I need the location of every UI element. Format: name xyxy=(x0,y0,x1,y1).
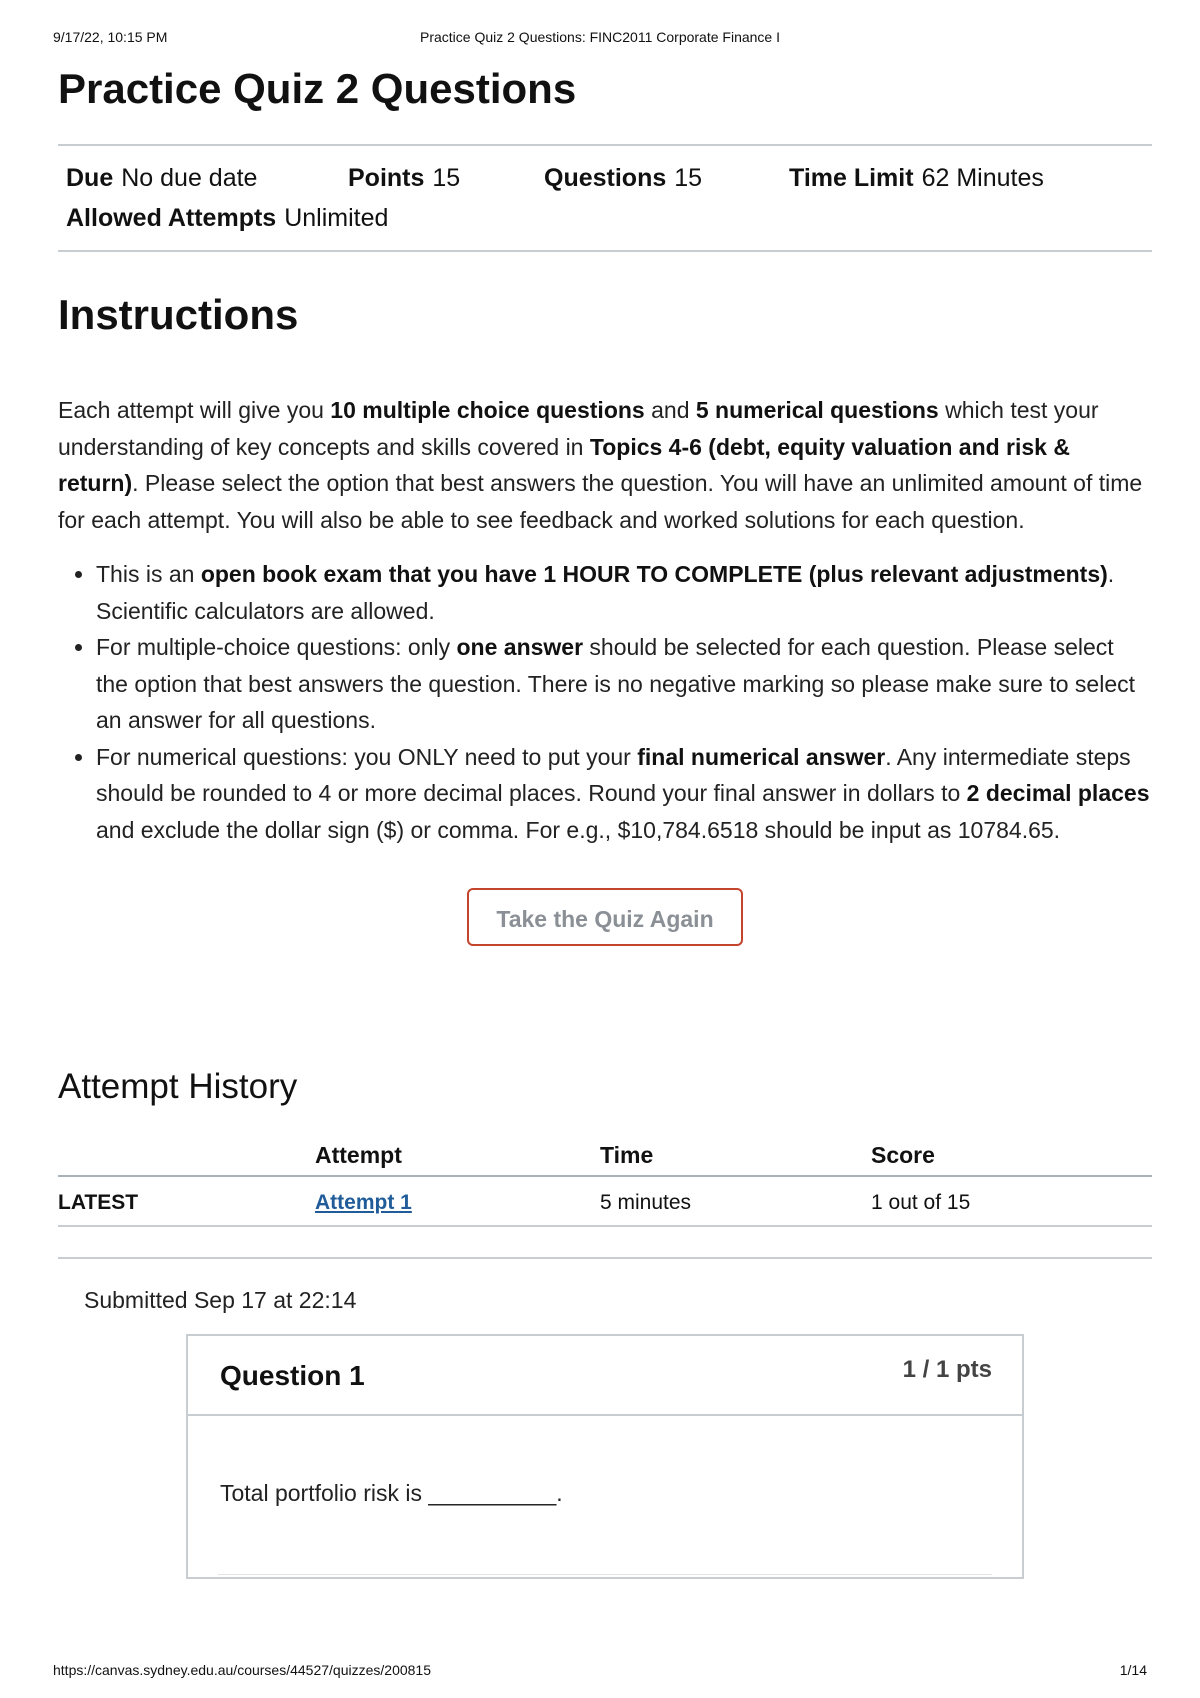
instructions-paragraph xyxy=(58,392,1152,538)
meta-questions xyxy=(544,158,789,198)
print-url: https://canvas.sydney.edu.au/courses/44527/quizzes/200815 xyxy=(53,1662,431,1678)
instr-text: which test your understanding of key concepts and skills covered in xyxy=(58,397,1099,460)
meta-time-limit-label: Time Limit xyxy=(789,164,914,192)
latest-label: LATEST xyxy=(58,1176,315,1226)
question-card xyxy=(186,1334,1024,1579)
instr-text: and exclude the dollar sign ($) or comma. For e.g., $10,784.6518 should be input as 10784.65. xyxy=(96,816,1061,843)
instr-bold: one answer xyxy=(456,634,584,660)
column-header-blank xyxy=(58,1134,315,1176)
meta-questions-label: Questions xyxy=(544,164,667,192)
meta-allowed-attempts xyxy=(66,198,388,238)
attempt-history-heading: Attempt History xyxy=(58,1067,298,1106)
instr-bold: open book exam that you have 1 HOUR TO COMPLETE (plus relevant adjustments) xyxy=(200,561,1108,587)
question-divider xyxy=(218,1574,992,1575)
instructions-list-item xyxy=(96,629,1152,739)
instructions-list-item xyxy=(96,556,1152,629)
meta-time-limit xyxy=(789,158,1044,198)
quiz-meta-row-1 xyxy=(66,158,1152,198)
column-header-score: Score xyxy=(871,1134,1152,1176)
column-header-time: Time xyxy=(600,1134,871,1176)
time-cell: 5 minutes xyxy=(600,1176,871,1226)
meta-time-limit-value: 62 Minutes xyxy=(921,164,1044,192)
instructions-list xyxy=(58,556,1152,848)
meta-attempts-value: Unlimited xyxy=(284,204,389,232)
meta-points xyxy=(348,158,544,198)
print-footer xyxy=(53,1662,1147,1678)
question-text: Total portfolio risk is __________. xyxy=(220,1480,563,1506)
instr-text: For numerical questions: you ONLY need to put your xyxy=(96,743,638,770)
meta-due-value: No due date xyxy=(121,164,258,192)
instr-text: For multiple-choice questions: only xyxy=(96,634,457,660)
instructions-heading: Instructions xyxy=(58,291,299,338)
meta-points-value: 15 xyxy=(432,164,461,192)
column-header-attempt: Attempt xyxy=(315,1134,600,1176)
quiz-meta-row-2 xyxy=(66,198,1152,238)
instr-text: and xyxy=(644,397,696,423)
submitted-timestamp: Submitted Sep 17 at 22:14 xyxy=(84,1287,357,1313)
attempt-history-table xyxy=(58,1134,1152,1227)
question-points: 1 / 1 pts xyxy=(902,1356,992,1383)
meta-attempts-label: Allowed Attempts xyxy=(66,204,277,232)
print-page-number: 1/14 xyxy=(1119,1662,1147,1678)
instr-bold: Topics 4-6 (debt, equity valuation and risk & return) xyxy=(58,433,1070,496)
meta-due xyxy=(66,158,348,198)
attempt-cell xyxy=(315,1176,600,1226)
take-again-wrapper xyxy=(58,888,1152,946)
attempt-1-link[interactable]: Attempt 1 xyxy=(315,1191,412,1214)
instructions-list-item xyxy=(96,739,1152,849)
question-title: Question 1 xyxy=(220,1360,365,1391)
main-content xyxy=(58,60,1152,1579)
table-header-row xyxy=(58,1134,1152,1176)
table-row xyxy=(58,1176,1152,1226)
meta-questions-value: 15 xyxy=(674,164,703,192)
quiz-title: Practice Quiz 2 Questions xyxy=(58,65,577,112)
section-divider xyxy=(58,1257,1152,1259)
instr-text: should be selected for each question. Please select the option that best answers the question. There is no negative marking so please make sure to select an answer for all questions. xyxy=(96,634,1136,733)
meta-due-label: Due xyxy=(66,164,114,192)
instr-text: This is an xyxy=(96,561,201,587)
meta-points-label: Points xyxy=(348,164,425,192)
question-header xyxy=(188,1336,1022,1416)
instr-bold: final numerical answer xyxy=(637,743,886,770)
score-cell: 1 out of 15 xyxy=(871,1176,1152,1226)
print-datetime: 9/17/22, 10:15 PM xyxy=(53,29,168,45)
instr-bold: 10 multiple choice questions xyxy=(330,397,645,423)
instr-text: Each attempt will give you xyxy=(58,397,331,423)
quiz-meta xyxy=(58,144,1152,252)
instr-text: . Please select the option that best answers the question. You will have an unlimited amount of time for each attempt. You will also be able to see feedback and worked solutions for each question. xyxy=(58,470,1143,533)
instr-bold: 5 numerical questions xyxy=(695,397,939,423)
instr-bold: 2 decimal places xyxy=(966,780,1150,806)
print-header xyxy=(53,29,1147,49)
take-quiz-again-button[interactable]: Take the Quiz Again xyxy=(467,888,743,946)
instr-text: . Any intermediate steps should be rounded to 4 or more decimal places. Round your final answer in dollars to xyxy=(96,743,1131,806)
instr-text: . Scientific calculators are allowed. xyxy=(96,561,1115,624)
print-page-title: Practice Quiz 2 Questions: FINC2011 Corporate Finance I xyxy=(419,29,780,45)
